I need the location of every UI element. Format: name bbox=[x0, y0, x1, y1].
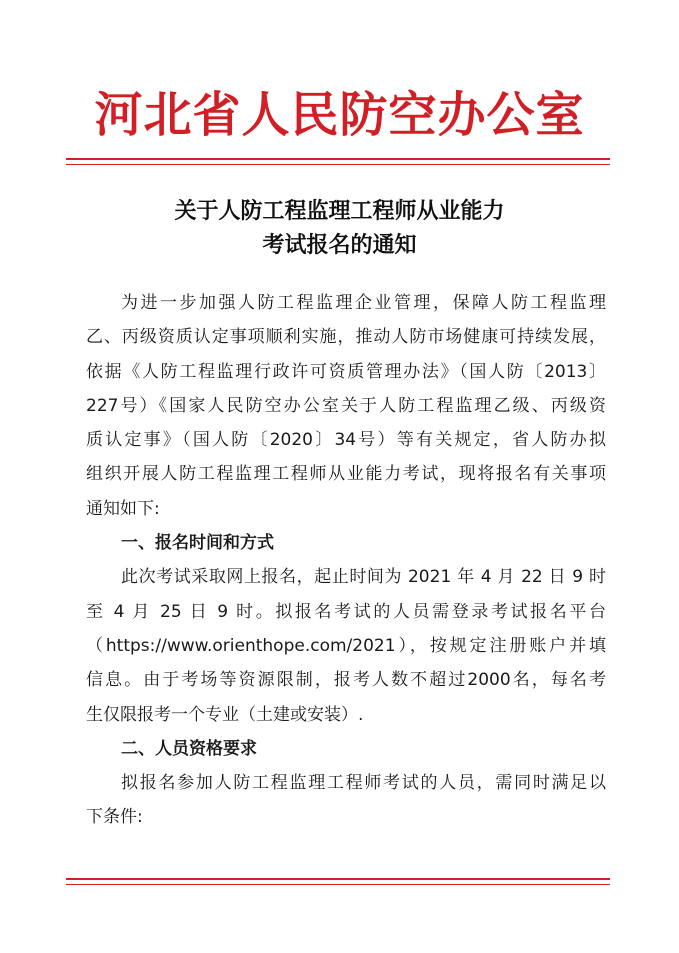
body-line: 此次考试采取网上报名，起止时间为 2021 年 4 月 22 日 9 时 bbox=[121, 567, 606, 588]
body-line: 信息。由于考场等资源限制，报考人数不超过2000名，每名考 bbox=[86, 670, 606, 691]
body-line: 生仅限报考一个专业（土建或安装）. bbox=[86, 704, 364, 725]
body-line: 组织开展人防工程监理工程师从业能力考试，现将报名有关事项 bbox=[86, 464, 606, 485]
body-line: 至 4 月 25 日 9 时。拟报名考试的人员需登录考试报名平台 bbox=[86, 601, 606, 622]
body-line: 通知如下: bbox=[86, 498, 160, 519]
section-heading-2: 二、人员资格要求 bbox=[121, 738, 257, 759]
letterhead-rule-thick bbox=[66, 158, 610, 160]
letterhead-rule-thin bbox=[66, 164, 610, 165]
footer-rule-thick bbox=[66, 878, 610, 880]
body-line: 227号）《国家人民防空办公室关于人防工程监理乙级、丙级资 bbox=[86, 395, 606, 416]
body-line: 乙、丙级资质认定事项顺利实施，推动人防市场健康可持续发展， bbox=[86, 327, 606, 348]
section-heading-1: 一、报名时间和方式 bbox=[121, 533, 274, 554]
notice-body bbox=[86, 286, 606, 835]
body-line: 拟报名参加人防工程监理工程师考试的人员，需同时满足以 bbox=[121, 773, 606, 794]
letterhead-org-name: 河北省人民防空办公室 bbox=[94, 87, 585, 143]
body-line: 依据《人防工程监理行政许可资质管理办法》（国人防〔2013〕 bbox=[86, 361, 606, 382]
notice-title-line-2: 考试报名的通知 bbox=[262, 232, 417, 258]
body-line: 为进一步加强人防工程监理企业管理，保障人防工程监理 bbox=[121, 293, 606, 313]
notice-title-line-1: 关于人防工程监理工程师从业能力 bbox=[174, 198, 505, 224]
footer-rule-thin bbox=[66, 884, 610, 885]
body-line: 质认定事》（国人防〔2020〕34号）等有关规定，省人防办拟 bbox=[86, 430, 606, 451]
body-line: （https://www.orienthope.com/2021），按规定注册账户并填 bbox=[86, 635, 606, 656]
body-line: 下条件: bbox=[86, 807, 143, 828]
